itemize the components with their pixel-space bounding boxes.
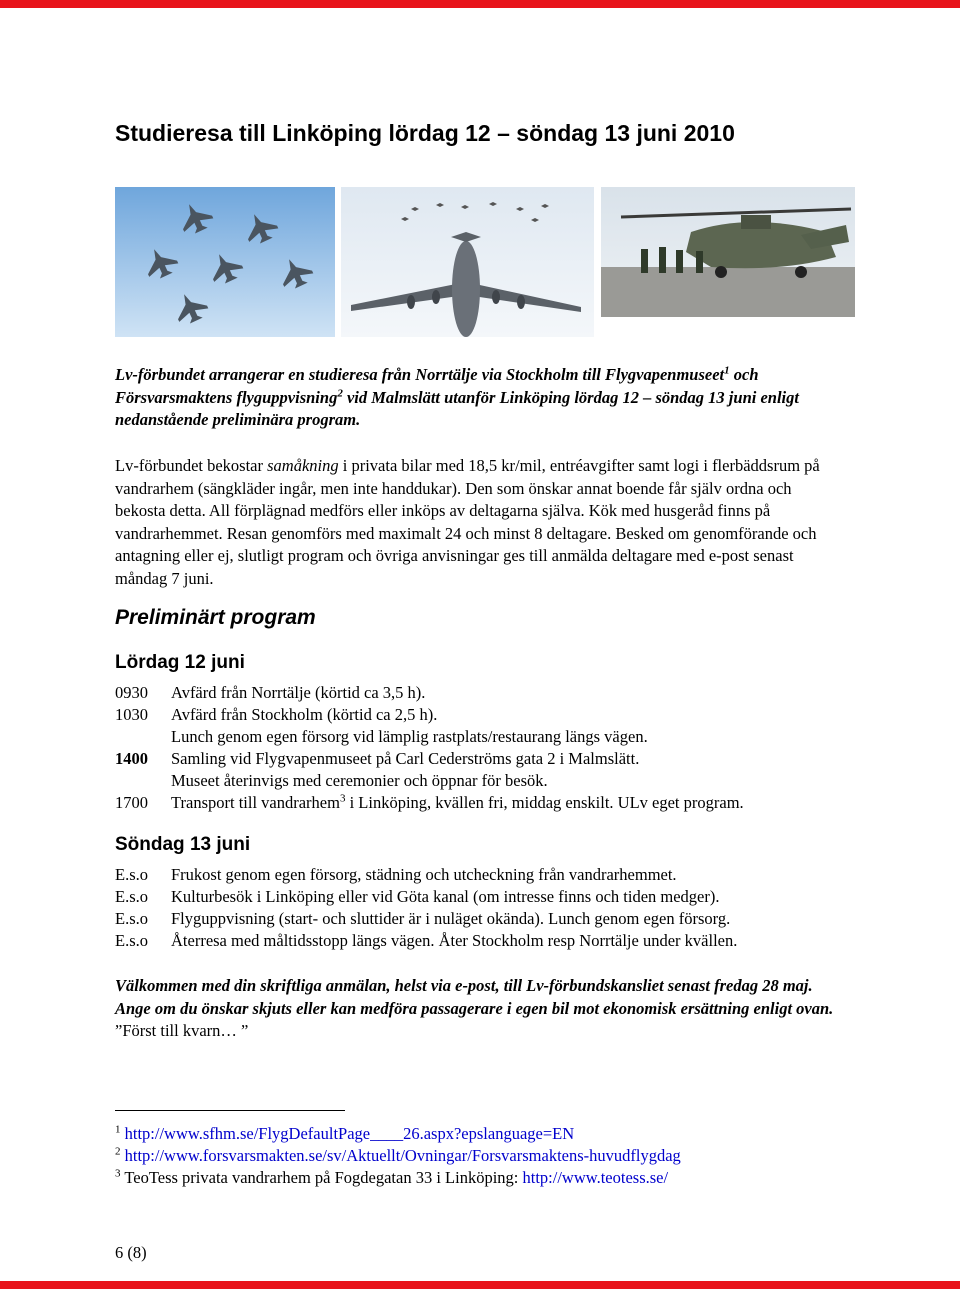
footnote-ref-1[interactable]: 1 [724, 364, 730, 377]
schedule-time: E.s.o [115, 931, 148, 950]
intro-text-3: vid Malmslätt utanför Linköping lördag 12 – söndag 13 juni enligt nedanstående preliminära program. [115, 387, 799, 429]
page-title: Studieresa till Linköping lördag 12 – söndag 13 juni 2010 [115, 120, 735, 146]
schedule-text: Samling vid Flygvapenmuseet på Carl Cederströms gata 2 i Malmslätt. [171, 749, 640, 768]
top-accent-bar [0, 0, 960, 8]
schedule-row [115, 704, 875, 726]
schedule-row [115, 908, 875, 930]
schedule-time: 0930 [115, 683, 148, 702]
body-emphasis: samåkning [267, 456, 339, 475]
schedule-text: Återresa med måltidsstopp längs vägen. Åter Stockholm resp Norrtälje under kvällen. [171, 931, 738, 950]
closing-paragraph [115, 975, 845, 1043]
schedule-time: E.s.o [115, 865, 148, 884]
helicopter-photo [601, 187, 855, 317]
schedule-time: 1400 [115, 749, 148, 768]
closing-bold-text: Välkommen med din skriftliga anmälan, helst via e-post, till Lv-förbundskansliet senast fredag 28 maj. Ange om du önskar skjuts eller kan medföra passagerare i egen bil mot ekonomisk ersättning enligt ovan. [115, 976, 834, 1018]
schedule-row [115, 864, 875, 886]
transport-aircraft-photo [341, 187, 594, 337]
footnote-ref-3[interactable]: 3 [339, 792, 346, 805]
schedule-row [115, 770, 875, 792]
saturday-heading: Lördag 12 juni [115, 652, 245, 673]
schedule-text: Avfärd från Norrtälje (körtid ca 3,5 h). [171, 683, 426, 702]
schedule-text: Avfärd från Stockholm (körtid ca 2,5 h). [171, 705, 438, 724]
footnote-link[interactable]: http://www.sfhm.se/FlygDefaultPage____26.aspx?epslanguage=EN [124, 1124, 575, 1143]
footnote-ref-2[interactable]: 2 [337, 387, 343, 399]
footnote-1 [115, 1123, 574, 1145]
schedule-time: E.s.o [115, 909, 148, 928]
schedule-time: E.s.o [115, 887, 148, 906]
footnote-number: 1 [115, 1123, 121, 1136]
footnote-number: 2 [115, 1145, 121, 1158]
schedule-row [115, 886, 875, 908]
body-paragraph [115, 455, 845, 590]
footnote-link[interactable]: http://www.teotess.se/ [522, 1168, 669, 1187]
schedule-time: 1700 [115, 793, 148, 812]
body-text-1: Lv-förbundet bekostar [115, 456, 268, 475]
schedule-text: Lunch genom egen försorg vid lämplig rastplats/restaurang längs vägen. [171, 727, 648, 746]
body-text-2: i privata bilar med 18,5 kr/mil, entréavgifter samt logi i flerbäddsrum på vandrarhem (sängkläder ingår, men inte handdukar). Den som önskar annat boende får själv ordna och bekosta detta. All förplägnad medförs eller inköps av deltagarna själva. Kök med husgeråd finns på vandrarhemmet. Resan genomförs med maximalt 24 och minst 8 deltagare. Besked om genomförande och antagning eller ej, slutligt program och övriga anvisningar ges till anmälda deltagare med e-post senast måndag 7 juni. [115, 456, 820, 588]
footnote-3 [115, 1167, 668, 1189]
schedule-text: Museet återinvigs med ceremonier och öppnar för besök. [171, 771, 548, 790]
intro-text-2: och Försvarsmaktens flyguppvisning [115, 365, 759, 407]
footnote-divider [115, 1110, 345, 1111]
footnote-2 [115, 1145, 681, 1167]
bottom-accent-bar [0, 1281, 960, 1289]
fighter-jets-photo [115, 187, 335, 337]
footnote-number: 3 [115, 1167, 121, 1180]
program-heading: Preliminärt program [115, 606, 316, 629]
schedule-text: Flyguppvisning (start- och sluttider är i nuläget okända). Lunch genom egen försorg. [171, 909, 731, 928]
schedule-text-cont: i Linköping, kvällen fri, middag enskilt. ULv eget program. [345, 793, 744, 812]
schedule-row [115, 748, 875, 770]
footnote-link[interactable]: http://www.forsvarsmakten.se/sv/Aktuellt/Ovningar/Forsvarsmaktens-huvudflygdag [124, 1146, 681, 1165]
schedule-row [115, 792, 875, 814]
footnote-text: TeoTess privata vandrarhem på Fogdegatan 33 i Linköping: [124, 1168, 523, 1187]
schedule-text: Transport till vandrarhem [171, 793, 340, 812]
schedule-text: Kulturbesök i Linköping eller vid Göta kanal (om intresse finns och tiden medger). [171, 887, 720, 906]
schedule-time: 1030 [115, 705, 148, 724]
intro-text-1: Lv-förbundet arrangerar en studieresa från Norrtälje via Stockholm till Flygvapenmuseet [115, 365, 725, 384]
schedule-row [115, 726, 875, 748]
schedule-row [115, 682, 875, 704]
page-number: 6 (8) [115, 1243, 147, 1262]
intro-paragraph [115, 364, 845, 432]
sunday-heading: Söndag 13 juni [115, 834, 251, 855]
closing-normal-text: ”Först till kvarn… ” [115, 1021, 249, 1040]
schedule-text: Frukost genom egen försorg, städning och utcheckning från vandrarhemmet. [171, 865, 677, 884]
schedule-row [115, 930, 875, 952]
